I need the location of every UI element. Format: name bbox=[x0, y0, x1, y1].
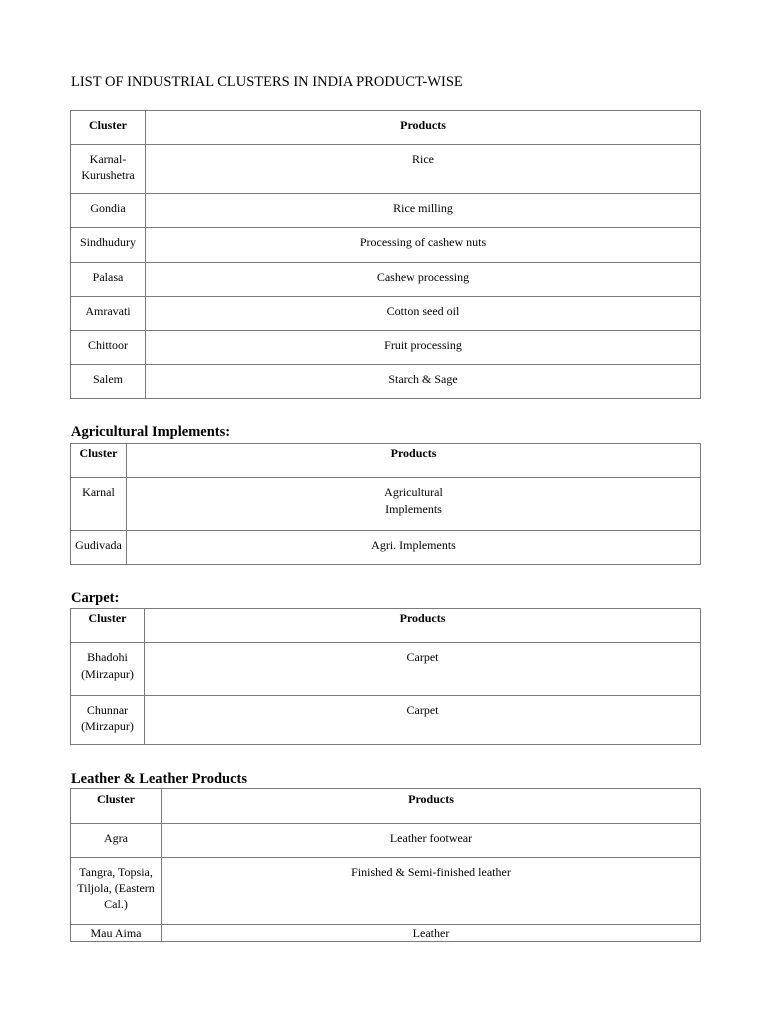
cluster-cell: Chittoor bbox=[71, 331, 146, 365]
column-header-products: Products bbox=[162, 789, 701, 824]
cluster-cell: Gudivada bbox=[71, 531, 127, 565]
product-cell: Cashew processing bbox=[146, 263, 701, 297]
product-cell: Rice milling bbox=[146, 194, 701, 228]
table-header-row bbox=[71, 789, 701, 824]
table-row bbox=[71, 194, 701, 228]
product-cell: Fruit processing bbox=[146, 331, 701, 365]
column-header-cluster: Cluster bbox=[71, 111, 146, 145]
cluster-cell: Gondia bbox=[71, 194, 146, 228]
cluster-cell: Palasa bbox=[71, 263, 146, 297]
cluster-cell: Chunnar (Mirzapur) bbox=[71, 696, 145, 745]
product-cell: Rice bbox=[146, 145, 701, 194]
cluster-table-carpet bbox=[70, 608, 701, 745]
column-header-products: Products bbox=[146, 111, 701, 145]
cluster-cell: Tangra, Topsia, Tiljola, (Eastern Cal.) bbox=[71, 858, 162, 925]
cluster-cell: Karnal bbox=[71, 478, 127, 531]
column-header-cluster: Cluster bbox=[71, 444, 127, 478]
section-heading-agricultural: Agricultural Implements: bbox=[71, 424, 231, 440]
cluster-cell: Bhadohi (Mirzapur) bbox=[71, 643, 145, 696]
product-cell: Agri. Implements bbox=[127, 531, 701, 565]
product-cell: Finished & Semi-finished leather bbox=[162, 858, 701, 925]
column-header-products: Products bbox=[127, 444, 701, 478]
cluster-cell: Agra bbox=[71, 824, 162, 858]
cluster-cell: Mau Aima bbox=[71, 925, 162, 942]
column-header-cluster: Cluster bbox=[71, 609, 145, 643]
product-cell: Processing of cashew nuts bbox=[146, 228, 701, 263]
cluster-cell: Salem bbox=[71, 365, 146, 399]
table-header-row bbox=[71, 111, 701, 145]
product-cell: Cotton seed oil bbox=[146, 297, 701, 331]
cluster-cell: Amravati bbox=[71, 297, 146, 331]
table-row bbox=[71, 696, 701, 745]
table-row bbox=[71, 331, 701, 365]
table-row bbox=[71, 263, 701, 297]
table-row bbox=[71, 925, 701, 942]
cluster-table-food bbox=[70, 110, 701, 399]
product-cell: Leather footwear bbox=[162, 824, 701, 858]
column-header-products: Products bbox=[145, 609, 701, 643]
product-cell: Agricultural Implements bbox=[127, 478, 701, 531]
table-row bbox=[71, 478, 701, 531]
cluster-cell: Sindhudury bbox=[71, 228, 146, 263]
section-heading-leather: Leather & Leather Products bbox=[71, 771, 247, 787]
table-header-row bbox=[71, 444, 701, 478]
product-cell: Carpet bbox=[145, 643, 701, 696]
product-cell: Starch & Sage bbox=[146, 365, 701, 399]
table-row bbox=[71, 365, 701, 399]
product-cell: Carpet bbox=[145, 696, 701, 745]
table-row bbox=[71, 858, 701, 925]
table-row bbox=[71, 297, 701, 331]
table-row bbox=[71, 531, 701, 565]
table-row bbox=[71, 643, 701, 696]
cluster-table-agricultural bbox=[70, 443, 701, 565]
table-row bbox=[71, 824, 701, 858]
cluster-table-leather bbox=[70, 788, 701, 942]
page-title: LIST OF INDUSTRIAL CLUSTERS IN INDIA PRODUCT-WISE bbox=[71, 74, 463, 90]
product-cell: Leather bbox=[162, 925, 701, 942]
section-heading-carpet: Carpet: bbox=[71, 590, 120, 606]
table-header-row bbox=[71, 609, 701, 643]
cluster-cell: Karnal- Kurushetra bbox=[71, 145, 146, 194]
table-row bbox=[71, 228, 701, 263]
table-row bbox=[71, 145, 701, 194]
column-header-cluster: Cluster bbox=[71, 789, 162, 824]
